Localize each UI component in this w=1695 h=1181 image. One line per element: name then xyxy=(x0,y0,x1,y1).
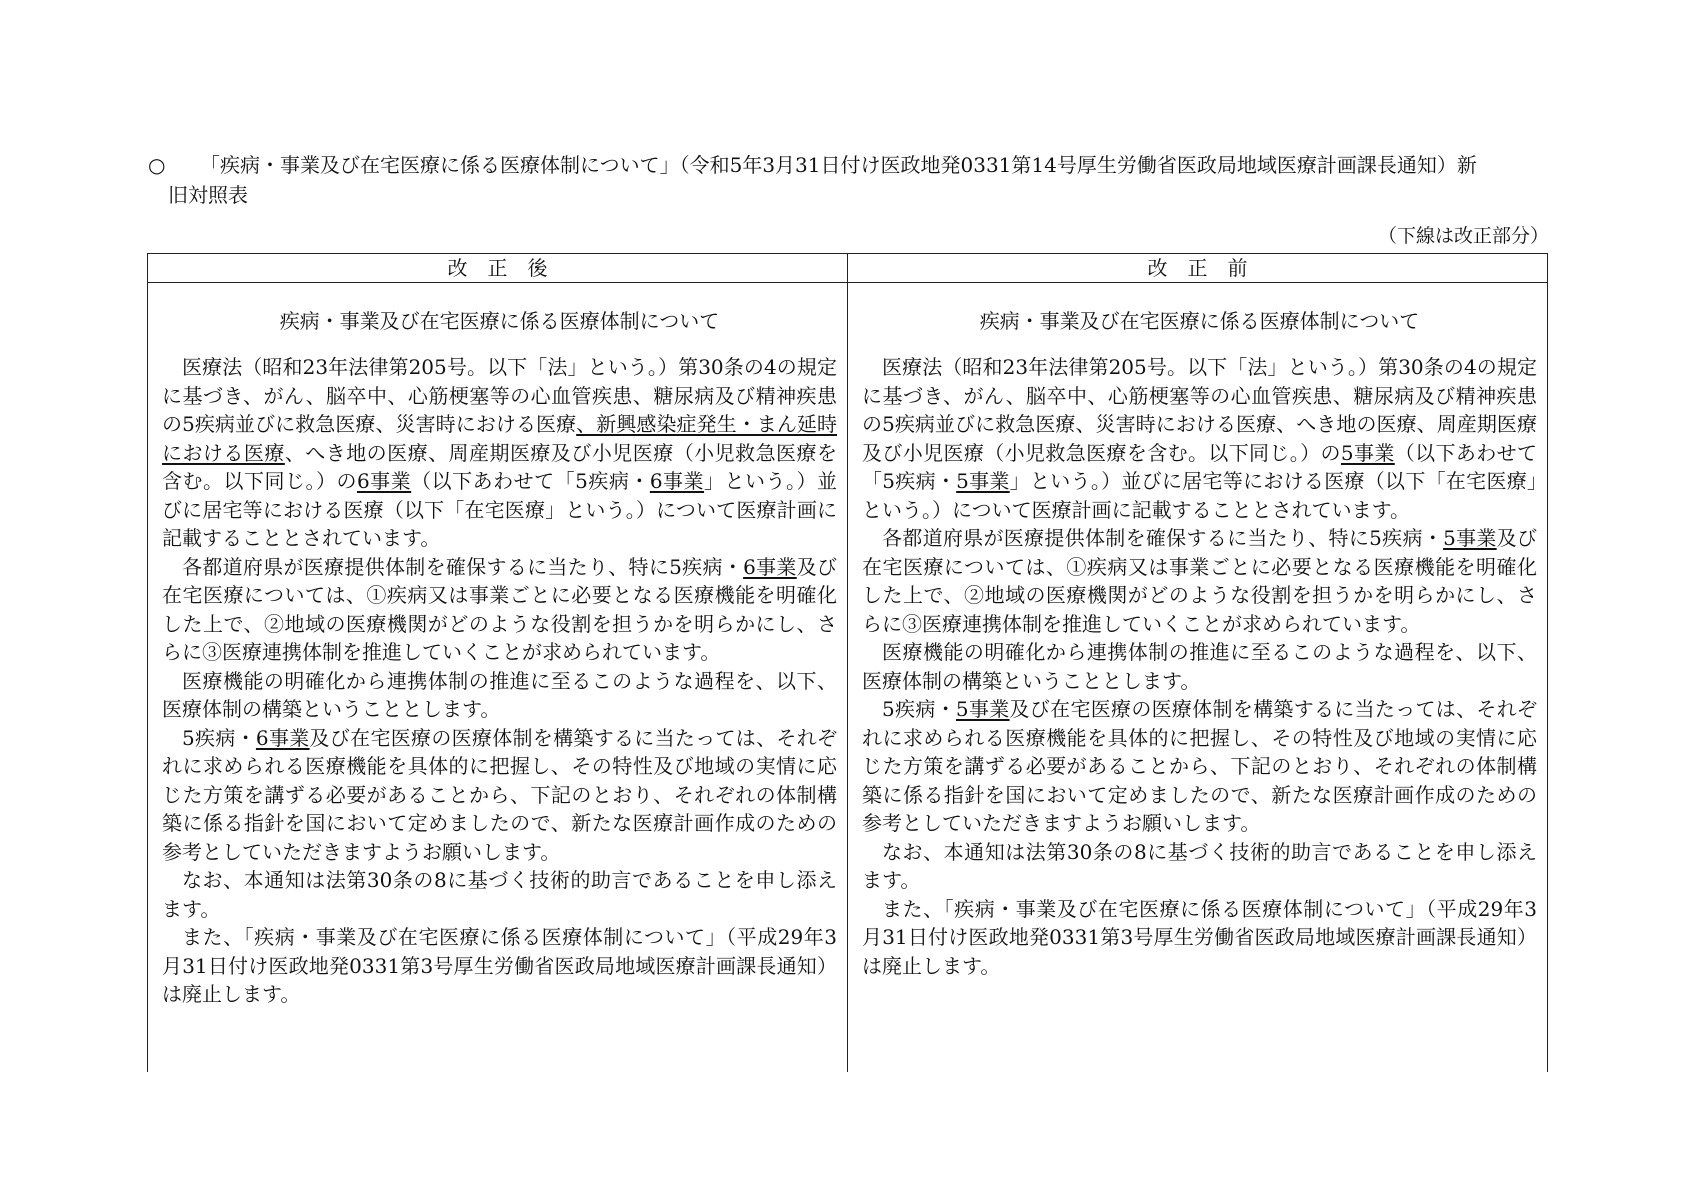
text-run: 」という。）並びに居宅等における医療（以下「在宅医療」という。）について医療計画に記載することとされています。 xyxy=(162,469,838,550)
text-run: 及び在宅医療については、①疾病又は事業ごとに必要となる医療機能を明確化した上で、②地域の医療機関がどのような役割を担うかを明らかにし、さらに③医療連携体制を推進していくことが求められています。 xyxy=(862,526,1538,636)
section-title-before: 疾病・事業及び在宅医療に係る医療体制について xyxy=(979,309,1420,333)
text-run: 及び在宅医療の医療体制を構築するに当たっては、それぞれに求められる医療機能を具体的に把握し、その特性及び地域の実情に応じた方策を講ずる必要があることから、下記のとおり、それぞれの体制構築に係る指針を国において定めましたので、新たな医療計画作成のための参考としていただきますようお願いします。 xyxy=(162,725,837,864)
circle-bullet-icon: ○ xyxy=(148,153,166,177)
text-run: （以下あわせて「5疾病・ xyxy=(862,440,1537,493)
paragraph-1-after xyxy=(162,353,837,553)
amended-text: 6事業 xyxy=(255,725,310,750)
text-run: 」という。）並びに居宅等における医療（以下「在宅医療」という。）について医療計画に記載することとされています。 xyxy=(862,469,1538,522)
text-run: 、へき地の医療、周産期医療及び小児医療（小児救急医療を含む。以下同じ。）の xyxy=(162,440,837,493)
text-run: 医療法（昭和23年法律第205号。以下「法」という。）第30条の4の規定に基づき、がん、脳卒中、心筋梗塞等の心血管疾患、糖尿病及び精神疾患の5疾病並びに救急医療、災害時における医療、へき地の医療、周産期医療及び小児医療（小児救急医療を含む。以下同じ。）の xyxy=(862,355,1537,465)
heading-line-2: 旧対照表 xyxy=(168,183,248,207)
paragraph-4-before xyxy=(862,695,1537,838)
amended-text: 、新興感染症発生・まん延時における医療 xyxy=(162,412,837,465)
amended-text: 5事業 xyxy=(1340,440,1395,465)
paragraph-4-after xyxy=(162,724,837,867)
amended-text: 5事業 xyxy=(955,697,1010,721)
paragraph-1-before xyxy=(862,353,1537,524)
text-run: 各都道府県が医療提供体制を確保するに当たり、特に5疾病・ xyxy=(182,554,744,579)
paragraph-2-before xyxy=(862,524,1537,638)
column-after xyxy=(148,283,848,1073)
text-run: 医療法（昭和23年法律第205号。以下「法」という。）第30条の4の規定に基づき、がん、脳卒中、心筋梗塞等の心血管疾患、糖尿病及び精神疾患の5疾病並びに救急医療、災害時における医療 xyxy=(162,355,837,436)
text-run: 及び在宅医療については、①疾病又は事業ごとに必要となる医療機能を明確化した上で、②地域の医療機関がどのような役割を担うかを明らかにし、さらに③医療連携体制を推進していくことが求められています。 xyxy=(162,554,838,664)
amended-text: 5事業 xyxy=(956,469,1010,493)
column-before xyxy=(848,283,1548,1073)
text-run: 及び在宅医療の医療体制を構築するに当たっては、それぞれに求められる医療機能を具体的に把握し、その特性及び地域の実情に応じた方策を講ずる必要があることから、下記のとおり、それぞれの体制構築に係る指針を国において定めましたので、新たな医療計画作成のための参考としていただきますようお願いします。 xyxy=(862,697,1537,835)
heading-line-1: 「疾病・事業及び在宅医療に係る医療体制について」（令和5年3月31日付け医政地発0331第14号厚生労働省医政局地域医療計画課長通知）新 xyxy=(200,153,1477,177)
paragraph-5-before: なお、本通知は法第30条の8に基づく技術的助言であることを申し添えます。 xyxy=(862,839,1537,892)
text-run: 5疾病・ xyxy=(882,697,956,721)
paragraph-5-after: なお、本通知は法第30条の8に基づく技術的助言であることを申し添えます。 xyxy=(162,868,837,921)
amended-text: 6事業 xyxy=(649,469,705,493)
amended-text: 6事業 xyxy=(743,554,797,579)
paragraph-3-before: 医療機能の明確化から連携体制の推進に至るこのような過程を、以下、医療体制の構築ということとします。 xyxy=(862,640,1537,693)
section-title-after: 疾病・事業及び在宅医療に係る医療体制について xyxy=(279,309,720,333)
column-header-before: 改 正 前 xyxy=(848,254,1548,283)
text-run: （以下あわせて「5疾病・ xyxy=(411,469,650,493)
paragraph-6-before: また、「疾病・事業及び在宅医療に係る医療体制について」（平成29年3月31日付け医政地発0331第3号厚生労働省医政局地域医療計画課長通知）は廃止します。 xyxy=(862,896,1537,978)
underline-note: （下線は改正部分） xyxy=(1377,225,1549,247)
document-heading xyxy=(148,150,1548,210)
paragraph-3-after: 医療機能の明確化から連携体制の推進に至るこのような過程を、以下、医療体制の構築ということとします。 xyxy=(162,668,837,721)
text-run: 各都道府県が医療提供体制を確保するに当たり、特に5疾病・ xyxy=(882,526,1444,550)
column-header-after: 改 正 後 xyxy=(148,254,848,283)
amended-text: 5事業 xyxy=(1443,526,1497,550)
amended-text: 6事業 xyxy=(356,469,412,493)
text-run: 5疾病・ xyxy=(182,725,256,750)
comparison-table xyxy=(147,253,1548,1072)
paragraph-6-after: また、「疾病・事業及び在宅医療に係る医療体制について」（平成29年3月31日付け医政地発0331第3号厚生労働省医政局地域医療計画課長通知）は廃止します。 xyxy=(162,925,837,1006)
paragraph-2-after xyxy=(162,553,837,667)
